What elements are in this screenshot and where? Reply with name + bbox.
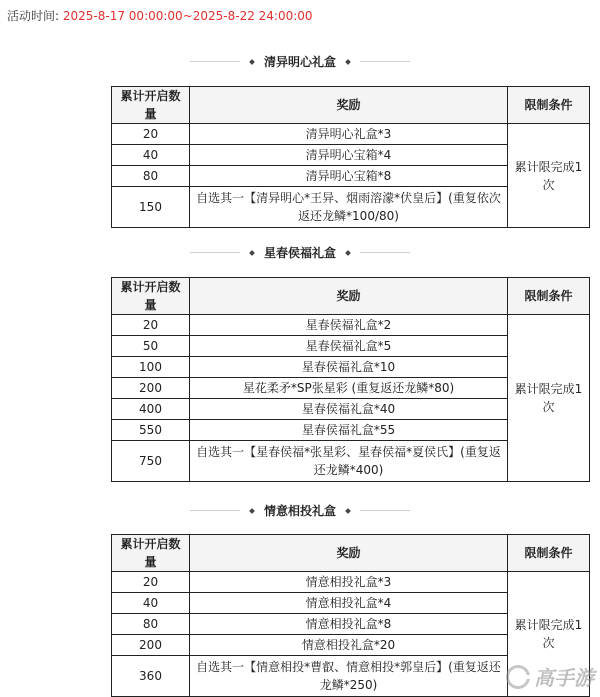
- reward-cell: 星春侯福礼盒*5: [190, 336, 508, 357]
- section-heading-1: [0, 50, 600, 70]
- header-reward: 奖励: [190, 535, 508, 572]
- diamond-icon: [249, 59, 255, 65]
- limit-cell: 累计限完成1次: [508, 124, 590, 228]
- header-reward: 奖励: [190, 278, 508, 315]
- section-title: 星春侯福礼盒: [263, 245, 336, 260]
- reward-cell: 情意相投礼盒*3: [190, 572, 508, 593]
- activity-time: [7, 8, 313, 24]
- watermark-logo-icon: [506, 665, 530, 689]
- reward-cell: 情意相投礼盒*8: [190, 614, 508, 635]
- reward-table-1: [111, 86, 590, 228]
- count-cell: 360: [112, 656, 190, 697]
- reward-cell: 星春侯福礼盒*2: [190, 315, 508, 336]
- limit-cell: 累计限完成1次: [508, 315, 590, 482]
- table-row: [112, 572, 590, 593]
- header-count: 累计开启数量: [112, 535, 190, 572]
- count-cell: 20: [112, 124, 190, 145]
- header-limit: 限制条件: [508, 278, 590, 315]
- header-reward: 奖励: [190, 87, 508, 124]
- diamond-icon: [345, 59, 351, 65]
- count-cell: 50: [112, 336, 190, 357]
- count-cell: 200: [112, 635, 190, 656]
- reward-cell: 清异明心宝箱*4: [190, 145, 508, 166]
- reward-cell: 清异明心宝箱*8: [190, 166, 508, 187]
- heading-divider-left: [190, 61, 240, 62]
- header-count: 累计开启数量: [112, 278, 190, 315]
- reward-cell: 情意相投礼盒*4: [190, 593, 508, 614]
- section-heading-2: [0, 241, 600, 261]
- heading-divider-right: [360, 510, 410, 511]
- count-cell: 20: [112, 572, 190, 593]
- watermark: [506, 662, 594, 691]
- diamond-icon: [345, 508, 351, 514]
- count-cell: 40: [112, 145, 190, 166]
- section-title: 情意相投礼盒: [263, 503, 336, 518]
- count-cell: 40: [112, 593, 190, 614]
- reward-cell: 星春侯福礼盒*40: [190, 399, 508, 420]
- table-header-row: [112, 87, 590, 124]
- watermark-text: 高手游: [534, 666, 594, 690]
- reward-cell: 星春侯福礼盒*10: [190, 357, 508, 378]
- reward-cell: 星春侯福礼盒*55: [190, 420, 508, 441]
- reward-cell: 自选其一【星春侯福*张星彩、星春侯福*夏侯氏】(重复返还龙鳞*400): [190, 441, 508, 482]
- count-cell: 400: [112, 399, 190, 420]
- heading-divider-right: [360, 252, 410, 253]
- count-cell: 200: [112, 378, 190, 399]
- count-cell: 150: [112, 187, 190, 228]
- header-limit: 限制条件: [508, 535, 590, 572]
- header-limit: 限制条件: [508, 87, 590, 124]
- heading-divider-left: [190, 252, 240, 253]
- count-cell: 550: [112, 420, 190, 441]
- reward-table-2: [111, 277, 590, 482]
- diamond-icon: [249, 508, 255, 514]
- table-row: [112, 124, 590, 145]
- activity-time-label: 活动时间:: [7, 9, 60, 23]
- header-count: 累计开启数量: [112, 87, 190, 124]
- section-heading-3: [0, 499, 600, 519]
- reward-cell: 清异明心礼盒*3: [190, 124, 508, 145]
- reward-cell: 星花柔矛*SP张星彩 (重复返还龙鳞*80): [190, 378, 508, 399]
- count-cell: 80: [112, 614, 190, 635]
- reward-cell: 情意相投礼盒*20: [190, 635, 508, 656]
- count-cell: 750: [112, 441, 190, 482]
- table-header-row: [112, 535, 590, 572]
- reward-cell: 自选其一【清异明心*王异、烟雨溶濛*伏皇后】(重复依次返还龙鳞*100/80): [190, 187, 508, 228]
- reward-cell: 自选其一【情意相投*曹叡、情意相投*郭皇后】(重复返还龙鳞*250): [190, 656, 508, 697]
- section-title: 清异明心礼盒: [263, 54, 336, 69]
- table-row: [112, 315, 590, 336]
- diamond-icon: [249, 250, 255, 256]
- heading-divider-right: [360, 61, 410, 62]
- diamond-icon: [345, 250, 351, 256]
- heading-divider-left: [190, 510, 240, 511]
- limit-cell: 累计限完成1次: [508, 572, 590, 697]
- count-cell: 80: [112, 166, 190, 187]
- table-header-row: [112, 278, 590, 315]
- count-cell: 20: [112, 315, 190, 336]
- count-cell: 100: [112, 357, 190, 378]
- activity-time-value: 2025-8-17 00:00:00~2025-8-22 24:00:00: [62, 9, 313, 23]
